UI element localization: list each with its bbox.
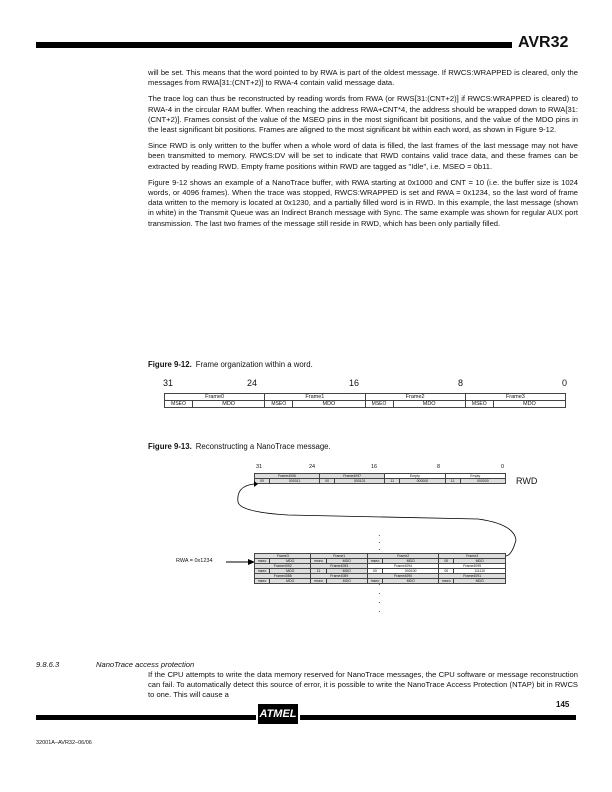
body-text (148, 68, 578, 235)
footer-rule (300, 715, 576, 720)
frame-name: Frame4094 (367, 564, 438, 569)
rwd-label: RWD (516, 476, 538, 486)
frame-name: Frame2 (365, 394, 465, 401)
page-number: 145 (556, 700, 570, 709)
frame-name: Frame4092 (255, 564, 311, 569)
mdo-field: 000000 (400, 479, 445, 484)
mseo-field: 11 (385, 479, 400, 484)
bit-label: 0 (501, 464, 505, 470)
wrap-arrow (228, 480, 518, 560)
bit-label: 24 (247, 378, 258, 388)
mseo-field: mseo (255, 569, 270, 574)
figure-12-table (164, 393, 566, 408)
mdo-field: MDO (454, 579, 506, 584)
figure-13-caption (148, 442, 331, 451)
footer-rule (36, 715, 256, 720)
section-title: NanoTrace access protection (96, 660, 195, 669)
mdo-field: MDO (454, 559, 506, 564)
mseo-field: MSEO (165, 401, 193, 408)
mseo-field: MSEO (365, 401, 393, 408)
frame-name: Frame4089 (311, 574, 367, 579)
bit-label: 16 (371, 464, 378, 470)
mseo-field: mseo (311, 559, 326, 564)
mseo-field: 11 (311, 569, 326, 574)
frame-name: Empty (385, 474, 445, 479)
mdo-field: 000100 (383, 569, 439, 574)
mseo-field: mseo (311, 579, 326, 584)
mdo-field: MDO (270, 569, 311, 574)
paragraph: The trace log can thus be reconstructed by reading words from RWA (or RWS[31:(CNT+2)] if RWCS:WRAPPED is cleared) to RWA-4 in the circular RAM buffer. When reaching the address RWA+CNT*4, the address should be wrapped down to RWA[31:(CNT+2)]. Frames consist of the value of the MSEO pins in the most significant bit positions, and the value of the MDO pins in the least significant bit positions. Frames are aligned to the most significant bit within each word, as shown in Figure 9-12. (148, 94, 578, 135)
mdo-field: 111110 (454, 569, 506, 574)
mseo-field: mseo (439, 579, 454, 584)
mdo-field: MDO (326, 559, 367, 564)
frame-name: Frame4093 (311, 564, 367, 569)
ellipsis-dots: · · · · (378, 580, 381, 616)
mseo-field: MSEO (465, 401, 493, 408)
mdo-field: MDO (383, 559, 439, 564)
mdo-field: MDO (293, 401, 365, 408)
frame-name: Frame3 (465, 394, 565, 401)
figure-title: Frame organization within a word. (195, 360, 313, 369)
rwa-arrow (226, 558, 256, 566)
mseo-field: MSEO (265, 401, 293, 408)
mdo-field: MDO (326, 569, 367, 574)
frame-name: Frame0 (165, 394, 265, 401)
figure-label: Figure 9-13. (148, 442, 192, 451)
mseo-field: mseo (255, 559, 270, 564)
paragraph: will be set. This means that the word pointed to by RWA is part of the oldest message. If RWCS:WRAPPED is cleared, only the messages from RWA[31:(CNT+2)] to RWA-4 contain valid message data. (148, 68, 578, 88)
frame-name: Frame4096 (255, 474, 320, 479)
bit-label: 8 (458, 378, 464, 388)
bit-label: 0 (562, 378, 568, 388)
mseo-field: 00 (439, 559, 454, 564)
frame-name: Frame1 (311, 554, 367, 559)
figure-label: Figure 9-12. (148, 360, 192, 369)
mdo-field: MDO (270, 559, 311, 564)
bit-label: 8 (437, 464, 441, 470)
frame-name: Frame4097 (320, 474, 385, 479)
mseo-field: mseo (255, 579, 270, 584)
frame-name: Frame4090 (367, 574, 438, 579)
frame-name: Frame2 (367, 554, 438, 559)
figure-title: Reconstructing a NanoTrace message. (195, 442, 331, 451)
frame-name: Frame4088 (255, 574, 311, 579)
rwa-label: RWA = 0x1234 (176, 558, 213, 564)
section-number: 9.8.6.3 (36, 660, 60, 669)
bit-label: 31 (256, 464, 263, 470)
header-rule (36, 42, 512, 48)
frame-name: Frame1 (265, 394, 365, 401)
bit-label: 16 (349, 378, 360, 388)
paragraph: Since RWD is only written to the buffer when a whole word of data is filled, the last frames of the last message may not have been transmitted to memory. RWCS:DV will be set to indicate that RWD contains valid trace data, and these frames can be extracted by reading RWD. Empty frame positions within RWD are tagged as "Idle", i.e. MSEO = 0b11. (148, 141, 578, 171)
frame-name: Frame3 (439, 554, 506, 559)
mdo-field: 000000 (460, 479, 505, 484)
mseo-field: mseo (367, 559, 382, 564)
bit-label: 24 (309, 464, 316, 470)
atmel-logo: ATMEL (258, 704, 298, 724)
mdo-field: MDO (393, 401, 465, 408)
mseo-field: 00 (367, 569, 382, 574)
mseo-field: 00 (255, 479, 270, 484)
mseo-field: mseo (367, 579, 382, 584)
mseo-field: 00 (439, 569, 454, 574)
frame-name: Frame4095 (439, 564, 506, 569)
mseo-field: 00 (320, 479, 335, 484)
bit-label: 31 (163, 378, 174, 388)
ellipsis-dots: · · · (378, 531, 381, 554)
mseo-field: 11 (445, 479, 460, 484)
paragraph: Figure 9-12 shows an example of a NanoTrace buffer, with RWA starting at 0x1000 and CNT = 10 (i.e. the buffer size is 1024 words, or 4096 frames). When the trace was stopped, RWCS:WRAPPED is set and RWA = 0x1234, so the last word of frame data written to the memory is located at 0x1230, and a partially filled word is in RWD. In this example, the last message (shown in white) in the Transmit Queue was an Indirect Branch message with Sync. The same example was shown for regular AUX port transmission. The last two frames of the message still reside in RWD, which has been only partially filled. (148, 177, 578, 228)
mdo-field: 000011 (270, 479, 320, 484)
figure-12-caption (148, 360, 313, 369)
frame-name: Frame4091 (439, 574, 506, 579)
mdo-field: MDO (383, 579, 439, 584)
mdo-field: MDO (270, 579, 311, 584)
document-number: 32001A–AVR32–06/06 (36, 740, 92, 746)
frame-name: Empty (445, 474, 505, 479)
mdo-field: MDO (493, 401, 565, 408)
frame-name: Frame3 (255, 554, 311, 559)
mdo-field: MDO (193, 401, 265, 408)
mdo-field: MDO (326, 579, 367, 584)
mdo-field: 000101 (335, 479, 385, 484)
section-text: If the CPU attempts to write the data memory reserved for NanoTrace messages, the CPU software or message reconstruction can fail. To automatically detect this source of error, it is possible to write the NanoTrace Access Protection (NTAP) bit in RWCS to one. This will cause a (148, 670, 578, 700)
header-title: AVR32 (518, 34, 569, 51)
